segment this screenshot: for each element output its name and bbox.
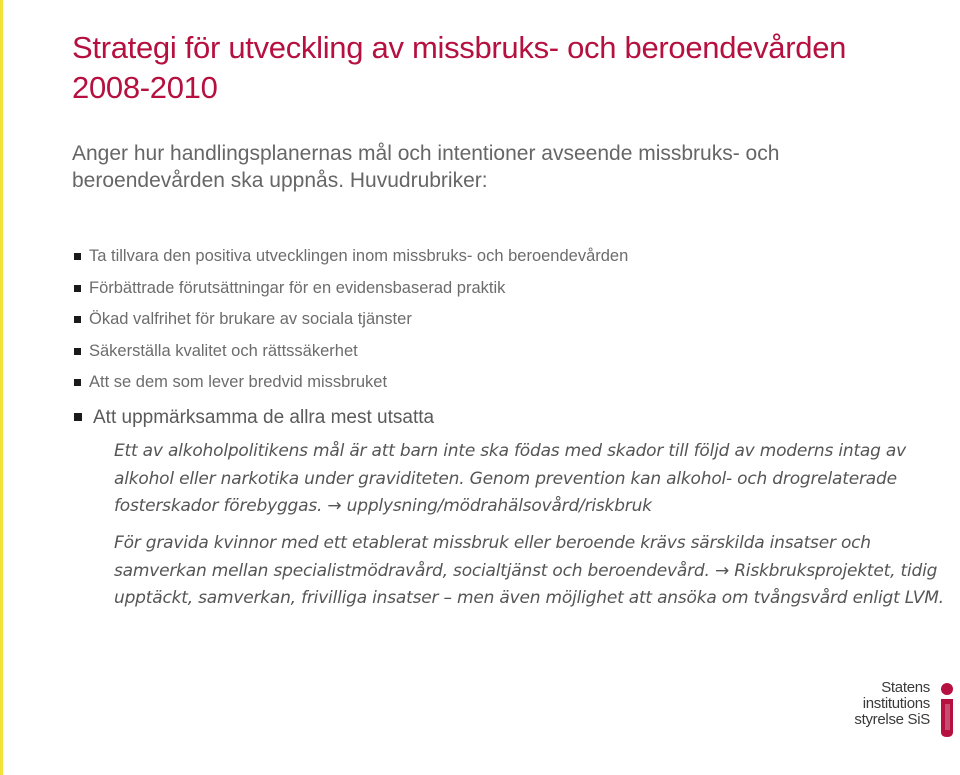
slide-title <box>72 28 932 108</box>
left-accent-rule <box>0 0 3 775</box>
paragraph-pregnant-women-text: För gravida kvinnor med ett etablerat missbruk eller beroende krävs särskilda insatser och samverkan mellan specialistmödravård, socialtjänst och beroendevård. <box>114 533 871 581</box>
bullet-square-icon <box>74 285 81 292</box>
logo-line-3: styrelse SiS <box>854 711 930 728</box>
bullet-item-highlight <box>74 402 934 434</box>
bullet-item <box>74 273 934 305</box>
bullet-square-icon <box>74 413 82 421</box>
bullet-item <box>74 336 934 368</box>
bullet-list <box>74 241 934 433</box>
bullet-text: Att uppmärksamma de allra mest utsatta <box>93 406 435 428</box>
bullet-text: Säkerställa kvalitet och rättssäkerhet <box>89 341 358 360</box>
intro-line-2: beroendevården ska uppnås. Huvudrubriker: <box>72 169 488 192</box>
bullet-text: Förbättrade förutsättningar för en evidensbaserad praktik <box>89 278 506 297</box>
bullet-item <box>74 367 934 399</box>
bullet-square-icon <box>74 348 81 355</box>
intro-text <box>72 140 872 194</box>
paragraph-prevention <box>114 438 944 521</box>
sis-logo <box>854 679 958 740</box>
bullet-square-icon <box>74 253 81 260</box>
bullet-item <box>74 241 934 273</box>
logo-line-2: institutions <box>862 695 930 712</box>
sis-i-mark-icon <box>936 682 958 738</box>
intro-line-1: Anger hur handlingsplanernas mål och intentioner avseende missbruks- och <box>72 142 780 165</box>
bullet-square-icon <box>74 379 81 386</box>
bullet-text: Ökad valfrihet för brukare av sociala tjänster <box>89 310 412 328</box>
paragraph-pregnant-women <box>114 530 944 613</box>
bullet-text: Ta tillvara den positiva utvecklingen inom missbruks- och beroendevården <box>89 247 629 265</box>
arrow-right-icon: → <box>714 560 729 581</box>
logo-line-1: Statens <box>881 679 930 696</box>
bullet-item <box>74 304 934 336</box>
paragraph-prevention-text: Ett av alkoholpolitikens mål är att barn inte ska födas med skador till följd av moderns intag av alkohol eller narkotika under graviditeten. Genom prevention kan alkohol- och drogrelaterade fosterskador förebyggas. <box>114 441 907 516</box>
bullet-square-icon <box>74 316 81 323</box>
paragraph-pregnant-women-tail: Riskbruksprojektet, tidig upptäckt, samverkan, frivilliga insatser – men även möjlighet att ansöka om tvångsvård enligt LVM. <box>114 560 944 608</box>
paragraph-prevention-tail: upplysning/mödrahälsovård/riskbruk <box>341 496 652 516</box>
logo-wordmark <box>854 680 930 728</box>
slide-title-line-2: 2008-2010 <box>72 70 218 105</box>
arrow-right-icon: → <box>327 496 342 516</box>
slide-title-line-1: Strategi för utveckling av missbruks- och beroendevården <box>72 30 847 65</box>
bullet-text: Att se dem som lever bredvid missbruket <box>89 373 388 391</box>
